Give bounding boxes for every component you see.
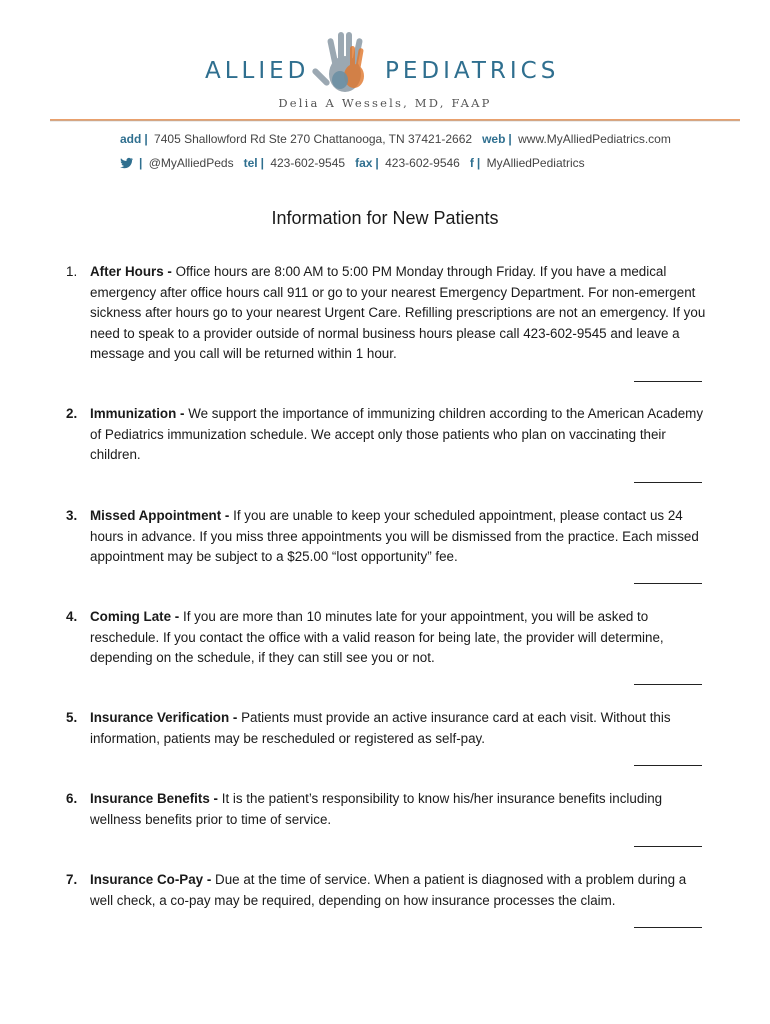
policy-item-insurance-verification [66, 708, 706, 749]
policy-item-after-hours [66, 262, 706, 365]
policy-item-missed-appointment [66, 506, 706, 568]
item-number: 2. [66, 406, 78, 421]
telephone-number: 423-602-9545 [270, 156, 346, 170]
contact-line-address: add | 7405 Shallowford Rd Ste 270 Chattanooga, TN 37421-2662 web | www.MyAlliedPediatrics.com [120, 132, 671, 146]
item-heading: Insurance Benefits - [90, 791, 218, 806]
website-link[interactable]: www.MyAlliedPediatrics.com [518, 132, 671, 146]
web-label: web [482, 132, 506, 146]
letterhead-divider [50, 118, 740, 122]
address-text: 7405 Shallowford Rd Ste 270 Chattanooga, TN 37421-2662 [154, 132, 473, 146]
item-body: It is the patient’s responsibility to know his/her insurance benefits including wellness benefits prior to time of service. [90, 791, 663, 827]
fax-number: 423-602-9546 [385, 156, 460, 170]
item-body: If you are more than 10 minutes late for your appointment, you will be asked to reschedule. If you contact the office with a valid reason for being late, the provider will determine, depending on the schedule, if they can still see you or not. [90, 609, 664, 665]
item-heading: Insurance Co-Pay - [90, 872, 212, 887]
facebook-icon: f [469, 156, 474, 170]
item-number: 7. [66, 872, 78, 887]
policy-item-insurance-benefits [66, 789, 706, 830]
fax-label: fax [355, 156, 373, 170]
policy-item-insurance-copay [66, 870, 706, 911]
item-heading: Insurance Verification - [90, 710, 238, 725]
item-heading: Immunization - [90, 406, 185, 421]
twitter-handle[interactable]: @MyAlliedPeds [148, 156, 234, 170]
item-number: 1. [66, 264, 78, 279]
policy-item-coming-late [66, 607, 706, 669]
brand-name-right: PEDIATRICS [385, 58, 560, 84]
item-heading: Coming Late - [90, 609, 180, 624]
tel-label: tel [243, 156, 258, 170]
item-heading: Missed Appointment - [90, 508, 230, 523]
initials-line[interactable] [634, 765, 702, 766]
item-number: 3. [66, 508, 78, 523]
item-heading: After Hours - [90, 264, 172, 279]
item-body: Office hours are 8:00 AM to 5:00 PM Monday through Friday. If you have a medical emergency after office hours call 911 or go to your nearest Emergency Department. For non-emergent sickness after hours go to your nearest Urgent Care. Refilling prescriptions are not an emergency. If you need to speak to a provider outside of normal business hours please call 423-602-9545 and leave a message and you call will be returned within 1 hour. [90, 264, 706, 361]
twitter-icon [120, 157, 134, 169]
item-body: If you are unable to keep your scheduled appointment, please contact us 24 hours in advance. If you miss three appointments you will be dismissed from the practice. Each missed appointment may be subject to a $25.00 “lost opportunity” fee. [90, 508, 699, 564]
initials-line[interactable] [634, 684, 702, 685]
facebook-page[interactable]: MyAlliedPediatrics [486, 156, 585, 170]
initials-line[interactable] [634, 846, 702, 847]
handprint-logo-icon [310, 26, 380, 106]
item-body: Due at the time of service. When a patient is diagnosed with a problem during a well check, a co-pay may be required, depending on how insurance processes the claim. [90, 872, 687, 908]
page-title: Information for New Patients [271, 208, 499, 228]
brand-name-left: ALLIED [205, 58, 310, 84]
address-label: add [120, 132, 142, 146]
initials-line[interactable] [634, 583, 702, 584]
item-number: 4. [66, 609, 78, 624]
initials-line[interactable] [634, 927, 702, 928]
doctor-name: Delia A Wessels, MD, FAAP [278, 96, 492, 110]
item-number: 5. [66, 710, 78, 725]
letterhead-logo [0, 38, 770, 98]
item-body: Patients must provide an active insurance card at each visit. Without this information, patients may be rescheduled or registered as self-pay. [90, 710, 671, 746]
policy-item-immunization [66, 404, 706, 466]
item-number: 6. [66, 791, 78, 806]
initials-line[interactable] [634, 482, 702, 483]
item-body: We support the importance of immunizing children according to the American Academy of Pediatrics immunization schedule. We accept only those patients who plan on vaccinating their children. [90, 406, 704, 462]
contact-line-phone: | @MyAlliedPeds tel | 423-602-9545 fax | 423-602-9546 f | MyAlliedPediatrics [120, 156, 585, 170]
initials-line[interactable] [634, 381, 702, 382]
